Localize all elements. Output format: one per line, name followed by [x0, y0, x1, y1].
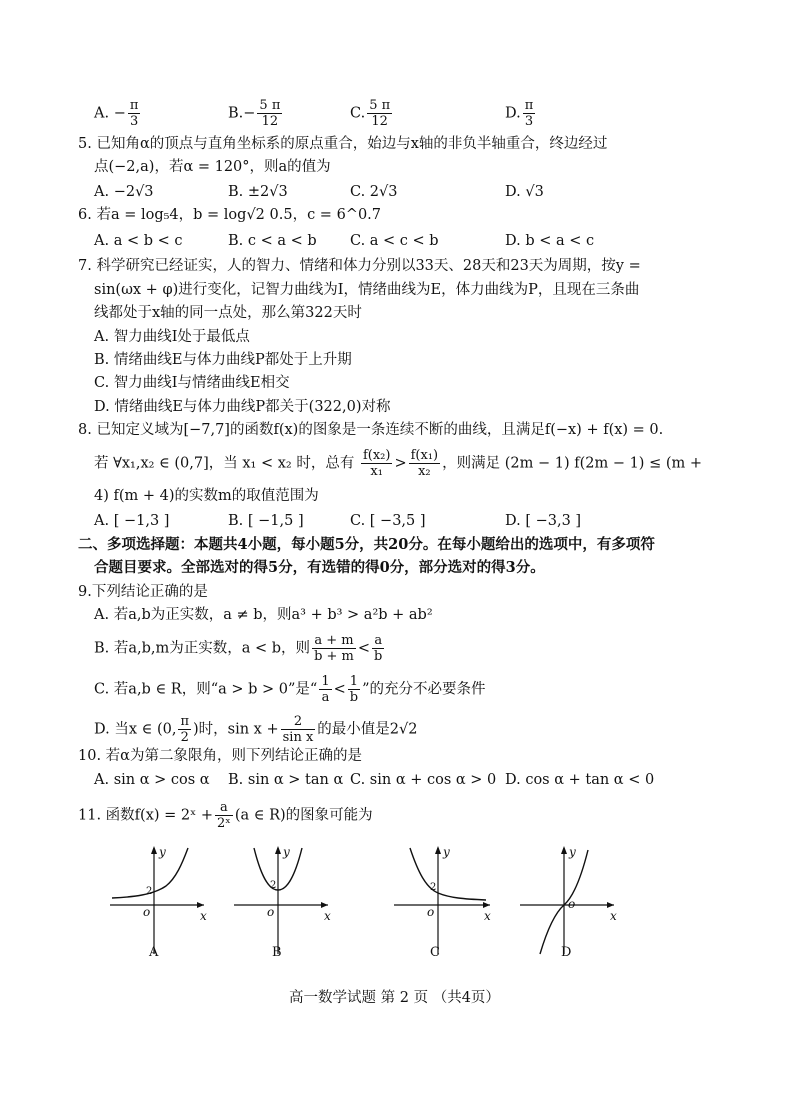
graph-d-x-arrow [607, 902, 614, 908]
q10-stem: 10. 若α为第二象限角，则下列结论正确的是 [78, 748, 362, 764]
graph-d [518, 842, 638, 967]
q7-option-d: D. 情绪曲线E与体力曲线P都关于(322,0)对称 [94, 399, 391, 415]
graph-d-y-label: y [569, 845, 576, 859]
graph-b-label: B [272, 945, 282, 960]
graph-b-x-arrow [321, 902, 328, 908]
q8-stem-line3: 4) f(m + 4)的实数m的取值范围为 [94, 488, 319, 504]
q7-option-b: B. 情绪曲线E与体力曲线P都处于上升期 [94, 352, 352, 368]
q10-option-b: B. sin α > tan α [228, 772, 344, 788]
q8-stem-line2: 若 ∀x₁,x₂ ∈ (0,7]，当 x₁ < x₂ 时，总有 $\frac{\text{f(x₂)}}{\text{x₁}}$ > $\frac{\text{f(x₁)}}{\text{x₂}}$ ，则满足 (2m − 1) f(2m − 1) ≤ (m + [94, 448, 702, 479]
q5-option-a: A. −2√3 [94, 184, 154, 200]
q6-stem: 6. 若a = log₅4，b = log√2 0.5，c = 6^0.7 [78, 207, 381, 223]
graph-b-x-label: x [324, 909, 331, 923]
q4-option-c: C. $\frac{5 \pi}{12}$ [350, 98, 391, 129]
graph-b-y-arrow [275, 846, 281, 854]
graph-d-y-arrow [561, 846, 567, 854]
q9-stem: 9.下列结论正确的是 [78, 584, 208, 600]
q7-stem-line2: sin(ωx + φ)进行变化，记智力曲线为I，情绪曲线为E，体力曲线为P，且现在三条曲 [94, 282, 640, 298]
q8-option-c: C. [ −3,5 ] [350, 513, 426, 529]
graph-a-y-label: y [159, 845, 166, 859]
graph-b-y-label: y [283, 845, 290, 859]
graph-c-y-arrow [435, 846, 441, 854]
section2-heading-line1: 二、多项选择题：本题共4小题，每小题5分，共20分。在每小题给出的选项中，有多项符 [78, 536, 655, 553]
q5-option-b: B. ±2√3 [228, 184, 288, 200]
q6-option-b: B. c < a < b [228, 233, 317, 249]
q10-option-a: A. sin α > cos α [94, 772, 210, 788]
q9-option-c: C. 若a,b ∈ R，则“a > b > 0”是“ $\frac{1}{a}$ < $\frac{1}{b}$ ”的充分不必要条件 [94, 674, 486, 705]
graph-d-x-label: x [610, 909, 617, 923]
graph-c-y-label: y [443, 845, 450, 859]
q4-option-d: D. $\frac{\pi}{3}$ [505, 98, 534, 129]
graph-c-origin: o [427, 905, 435, 919]
graph-a-x-label: x [200, 909, 207, 923]
q5-stem-line1: 5. 已知角α的顶点与直角坐标系的原点重合，始边与x轴的非负半轴重合，终边经过 [78, 136, 608, 152]
q7-stem-line1: 7. 科学研究已经证实，人的智力、情绪和体力分别以33天、28天和23天为周期，按y = [78, 258, 641, 274]
q8-stem-line1: 8. 已知定义域为[−7,7]的函数f(x)的图象是一条连续不断的曲线，且满足f(−x) + f(x) = 0. [78, 422, 664, 438]
graph-b [232, 842, 352, 967]
graph-a-y-arrow [151, 846, 157, 854]
graph-c-label: C [430, 945, 440, 960]
page-footer: 高一数学试题 第 2 页 （共4页） [289, 990, 500, 1006]
q8-option-a: A. [ −1,3 ] [94, 513, 170, 529]
q7-stem-line3: 线都处于x轴的同一点处，那么第322天时 [94, 305, 362, 321]
q10-option-c: C. sin α + cos α > 0 [350, 772, 497, 788]
q4-option-b: B.− $\frac{5 \pi}{12}$ [228, 98, 281, 129]
q9-option-a: A. 若a,b为正实数，a ≠ b，则a³ + b³ > a²b + ab² [94, 607, 433, 623]
graph-a [108, 842, 228, 967]
q9-option-b: B. 若a,b,m为正实数，a < b，则 $\frac{a + m}{b + m}$ < $\frac{a}{b}$ [94, 633, 383, 664]
graph-b-origin: o [267, 905, 275, 919]
q7-option-a: A. 智力曲线I处于最低点 [94, 329, 250, 345]
graph-d-label: D [561, 945, 572, 960]
q7-option-c: C. 智力曲线I与情绪曲线E相交 [94, 375, 290, 391]
q5-stem-line2: 点(−2,a)，若α = 120°，则a的值为 [94, 159, 331, 175]
q5-option-c: C. 2√3 [350, 184, 398, 200]
q5-option-d: D. √3 [505, 184, 544, 200]
section2-heading-line2: 合题目要求。全部选对的得5分，有选错的得0分，部分选对的得3分。 [94, 559, 545, 576]
q8-option-d: D. [ −3,3 ] [505, 513, 582, 529]
graph-c [392, 842, 512, 967]
q10-option-d: D. cos α + tan α < 0 [505, 772, 655, 788]
q6-option-d: D. b < a < c [505, 233, 595, 249]
graph-a-intercept: 2 [146, 886, 153, 897]
graph-c-x-label: x [484, 909, 491, 923]
q6-option-c: C. a < c < b [350, 233, 439, 249]
graph-a-origin: o [143, 905, 151, 919]
q8-option-b: B. [ −1,5 ] [228, 513, 304, 529]
graph-a-label: A [149, 945, 159, 960]
q11-stem: 11. 函数f(x) = 2ˣ + $\frac{a}{\text{2ˣ}}$ (a ∈ R)的图象可能为 [78, 800, 373, 831]
graph-b-intercept: 2 [270, 880, 277, 891]
q4-option-a: A. − $\frac{\pi}{3}$ [94, 98, 139, 129]
graph-a-x-arrow [197, 902, 204, 908]
graph-c-intercept: 2 [430, 882, 437, 893]
graph-c-x-arrow [483, 902, 490, 908]
graph-d-origin: o [568, 897, 576, 911]
q9-option-d: D. 当x ∈ (0, $\frac{\pi}{2}$ )时，sin x + $\frac{2}{\text{sin x}}$ 的最小值是2√2 [94, 714, 418, 745]
q6-option-a: A. a < b < c [94, 233, 183, 249]
